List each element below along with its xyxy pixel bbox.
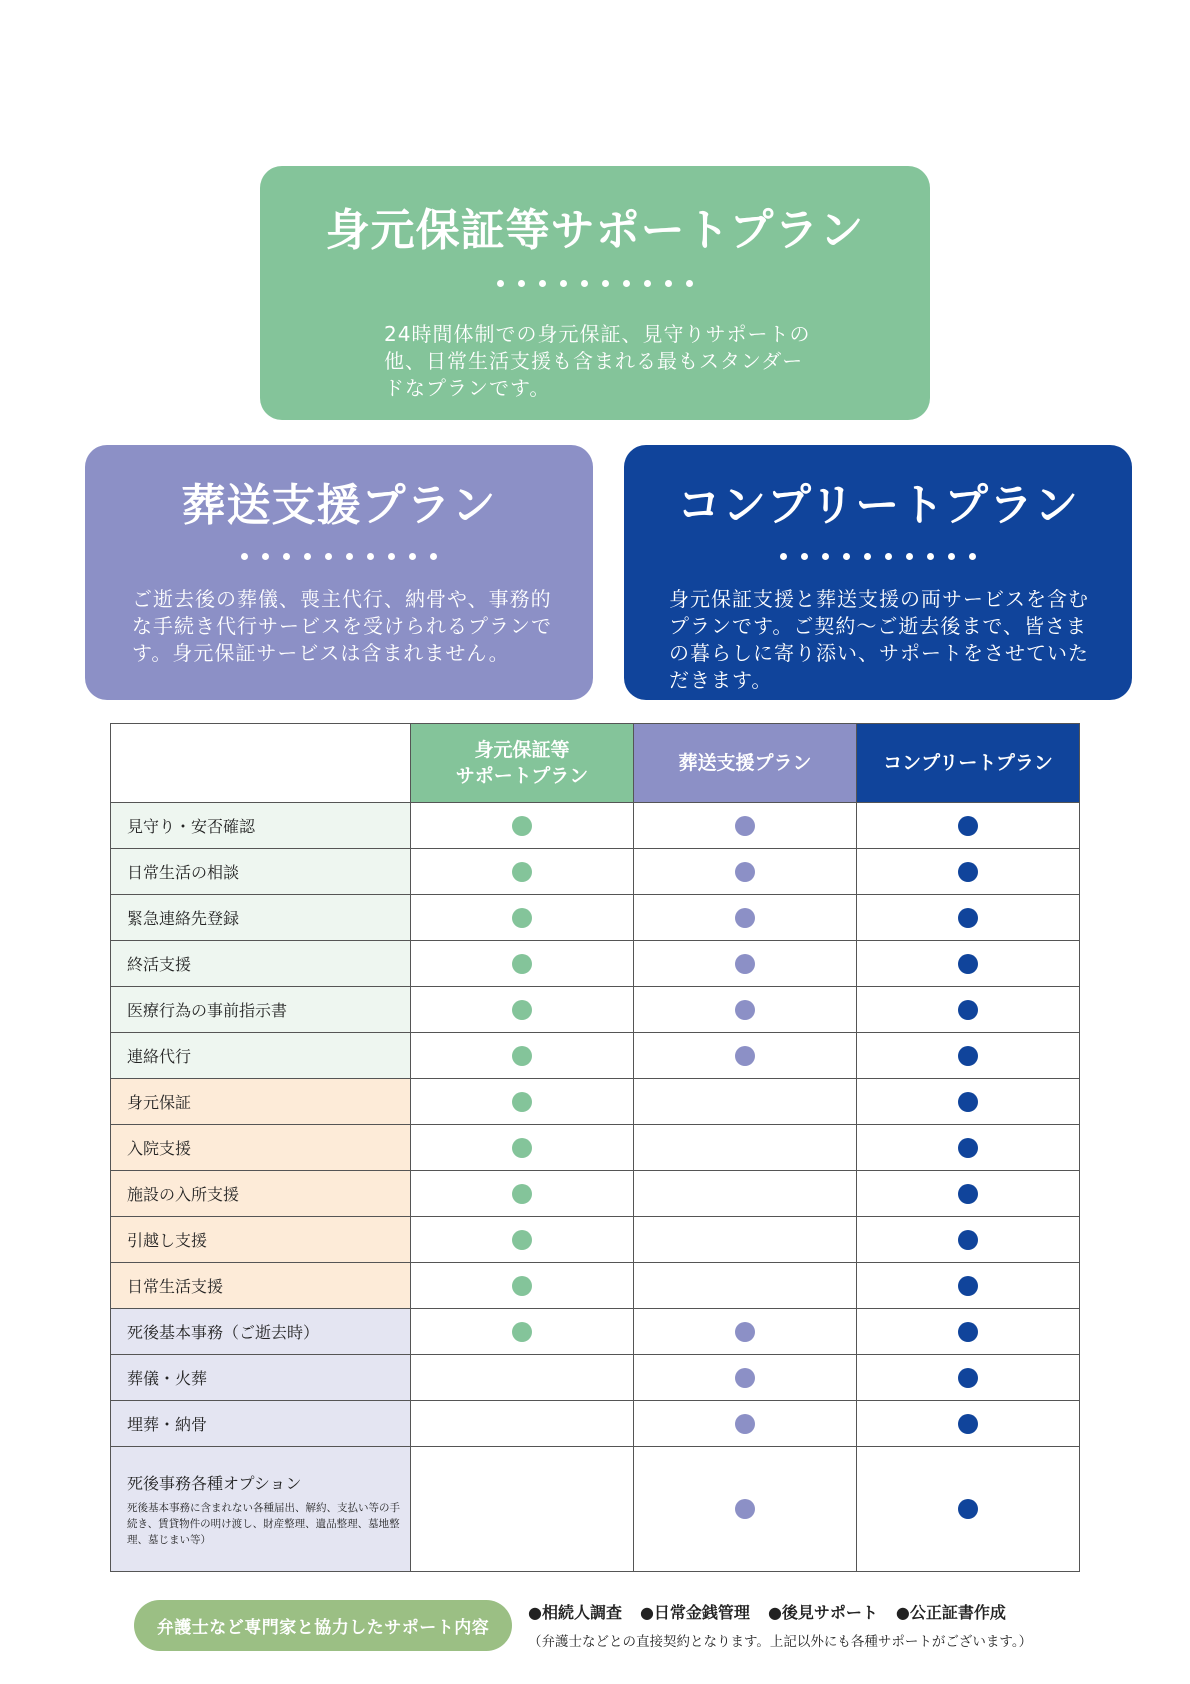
header-blank-cell: [111, 724, 411, 803]
service-label: 入院支援: [111, 1125, 411, 1171]
included-dot-icon: [735, 1368, 755, 1388]
mark-cell-shimoto: [411, 1309, 634, 1355]
table-row: [111, 895, 1080, 941]
plan-title: 身元保証等サポートプラン: [325, 205, 865, 256]
mark-cell-complete: [857, 849, 1080, 895]
mark-cell-sosou: [634, 941, 857, 987]
mark-cell-complete: [857, 987, 1080, 1033]
table-row: [111, 1033, 1080, 1079]
header-shimoto-line1: 身元保証等: [474, 739, 570, 761]
mark-cell-sosou: [634, 987, 857, 1033]
table-body: [111, 803, 1080, 1572]
included-dot-icon: [735, 954, 755, 974]
mark-cell-complete: [857, 1033, 1080, 1079]
header-complete: コンプリートプラン: [857, 724, 1080, 803]
mark-cell-sosou: [634, 1171, 857, 1217]
included-dot-icon: [958, 862, 978, 882]
table-row: [111, 1125, 1080, 1171]
table-row: [111, 1079, 1080, 1125]
table-row: [111, 1355, 1080, 1401]
dot-divider: [624, 553, 1132, 560]
mark-cell-shimoto: [411, 941, 634, 987]
included-dot-icon: [958, 1046, 978, 1066]
service-label: 死後基本事務（ご逝去時）: [111, 1309, 411, 1355]
mark-cell-shimoto: [411, 1401, 634, 1447]
mark-cell-shimoto: [411, 803, 634, 849]
included-dot-icon: [958, 1499, 978, 1519]
mark-cell-sosou: [634, 1309, 857, 1355]
plan-card-complete: [624, 445, 1132, 700]
included-dot-icon: [512, 1000, 532, 1020]
mark-cell-shimoto: [411, 1171, 634, 1217]
included-dot-icon: [512, 1276, 532, 1296]
mark-cell-shimoto: [411, 849, 634, 895]
included-dot-icon: [512, 862, 532, 882]
included-dot-icon: [958, 1184, 978, 1204]
included-dot-icon: [958, 1138, 978, 1158]
dot-divider: [260, 280, 930, 287]
included-dot-icon: [512, 954, 532, 974]
mark-cell-shimoto: [411, 1355, 634, 1401]
mark-cell-complete: [857, 941, 1080, 987]
service-label: 連絡代行: [111, 1033, 411, 1079]
header-shimoto: [411, 724, 634, 803]
plan-card-shimoto: [260, 166, 930, 420]
service-label: 身元保証: [111, 1079, 411, 1125]
included-dot-icon: [512, 816, 532, 836]
service-label: 緊急連絡先登録: [111, 895, 411, 941]
header-sosou: 葬送支援プラン: [634, 724, 857, 803]
mark-cell-shimoto: [411, 1263, 634, 1309]
mark-cell-shimoto: [411, 895, 634, 941]
included-dot-icon: [735, 862, 755, 882]
included-dot-icon: [512, 1046, 532, 1066]
mark-cell-sosou: [634, 1447, 857, 1572]
plan-description: ご逝去後の葬儀、喪主代行、納骨や、事務的な手続き代行サービスを受けられるプランです。身元保証サービスは含まれません。: [132, 587, 552, 665]
service-label: 埋葬・納骨: [111, 1401, 411, 1447]
included-dot-icon: [958, 1230, 978, 1250]
mark-cell-sosou: [634, 1401, 857, 1447]
included-dot-icon: [512, 1092, 532, 1112]
expert-item: ●日常金銭管理: [639, 1603, 750, 1622]
mark-cell-sosou: [634, 1033, 857, 1079]
mark-cell-complete: [857, 1079, 1080, 1125]
mark-cell-complete: [857, 1263, 1080, 1309]
dot-divider: [85, 553, 593, 560]
mark-cell-complete: [857, 803, 1080, 849]
table-row: [111, 1217, 1080, 1263]
service-label: 葬儀・火葬: [111, 1355, 411, 1401]
mark-cell-sosou: [634, 1217, 857, 1263]
included-dot-icon: [958, 954, 978, 974]
plan-comparison-table: [110, 723, 1080, 1572]
included-dot-icon: [735, 1414, 755, 1434]
plan-card-sosou: [85, 445, 593, 700]
expert-support-badge: 弁護士など専門家と協力したサポート内容: [134, 1600, 512, 1651]
table-row: [111, 1263, 1080, 1309]
plan-description: 身元保証支援と葬送支援の両サービスを含むプランです。ご契約〜ご逝去後まで、皆さまの暮らしに寄り添い、サポートをさせていただきます。: [669, 587, 1089, 692]
included-dot-icon: [735, 908, 755, 928]
service-label-title: 死後事務各種オプション: [127, 1473, 302, 1493]
included-dot-icon: [958, 1322, 978, 1342]
included-dot-icon: [958, 816, 978, 836]
service-label: 見守り・安否確認: [111, 803, 411, 849]
included-dot-icon: [735, 1499, 755, 1519]
included-dot-icon: [958, 1000, 978, 1020]
included-dot-icon: [735, 1322, 755, 1342]
plan-description: 24時間体制での身元保証、見守りサポートの他、日常生活支援も含まれる最もスタンダードなプランです。: [384, 322, 811, 400]
plan-title: コンプリートプラン: [677, 480, 1079, 531]
included-dot-icon: [512, 1184, 532, 1204]
table-row: [111, 941, 1080, 987]
service-label-note: 死後基本事務に含まれない各種届出、解約、支払い等の手続き、賃貸物件の明け渡し、財産整理、遺品整理、墓地整理、墓じまい等）: [127, 1501, 400, 1546]
mark-cell-shimoto: [411, 1033, 634, 1079]
included-dot-icon: [958, 1414, 978, 1434]
mark-cell-sosou: [634, 849, 857, 895]
footer-note: （弁護士などとの直接契約となります。上記以外にも各種サポートがございます。）: [528, 1634, 1033, 1650]
mark-cell-shimoto: [411, 1447, 634, 1572]
included-dot-icon: [735, 816, 755, 836]
mark-cell-shimoto: [411, 1217, 634, 1263]
mark-cell-sosou: [634, 895, 857, 941]
service-label: 日常生活支援: [111, 1263, 411, 1309]
mark-cell-shimoto: [411, 1079, 634, 1125]
included-dot-icon: [512, 908, 532, 928]
included-dot-icon: [958, 1276, 978, 1296]
mark-cell-complete: [857, 895, 1080, 941]
table-header-row: [111, 724, 1080, 803]
included-dot-icon: [735, 1000, 755, 1020]
table-row: [111, 1401, 1080, 1447]
mark-cell-sosou: [634, 1263, 857, 1309]
plan-title: 葬送支援プラン: [181, 480, 497, 531]
mark-cell-sosou: [634, 1079, 857, 1125]
mark-cell-complete: [857, 1217, 1080, 1263]
mark-cell-complete: [857, 1401, 1080, 1447]
table-row: [111, 849, 1080, 895]
table-row: [111, 1309, 1080, 1355]
included-dot-icon: [958, 1368, 978, 1388]
expert-item: ●公正証書作成: [895, 1603, 1006, 1622]
service-label: 終活支援: [111, 941, 411, 987]
service-label: 日常生活の相談: [111, 849, 411, 895]
table-row: [111, 1447, 1080, 1572]
included-dot-icon: [512, 1230, 532, 1250]
included-dot-icon: [512, 1138, 532, 1158]
table-row: [111, 1171, 1080, 1217]
service-label: [111, 1447, 411, 1572]
service-label: 医療行為の事前指示書: [111, 987, 411, 1033]
mark-cell-complete: [857, 1355, 1080, 1401]
mark-cell-complete: [857, 1125, 1080, 1171]
table-row: [111, 987, 1080, 1033]
expert-item: ●相続人調査: [528, 1603, 622, 1622]
mark-cell-sosou: [634, 803, 857, 849]
included-dot-icon: [512, 1322, 532, 1342]
included-dot-icon: [958, 908, 978, 928]
mark-cell-complete: [857, 1309, 1080, 1355]
mark-cell-complete: [857, 1447, 1080, 1572]
header-shimoto-line2: サポートプラン: [455, 765, 589, 787]
mark-cell-sosou: [634, 1355, 857, 1401]
mark-cell-shimoto: [411, 1125, 634, 1171]
expert-item: ●後見サポート: [767, 1603, 878, 1622]
table-row: [111, 803, 1080, 849]
mark-cell-shimoto: [411, 987, 634, 1033]
included-dot-icon: [958, 1092, 978, 1112]
mark-cell-sosou: [634, 1125, 857, 1171]
included-dot-icon: [735, 1046, 755, 1066]
expert-support-list: [528, 1600, 1006, 1623]
service-label: 施設の入所支援: [111, 1171, 411, 1217]
mark-cell-complete: [857, 1171, 1080, 1217]
service-label: 引越し支援: [111, 1217, 411, 1263]
